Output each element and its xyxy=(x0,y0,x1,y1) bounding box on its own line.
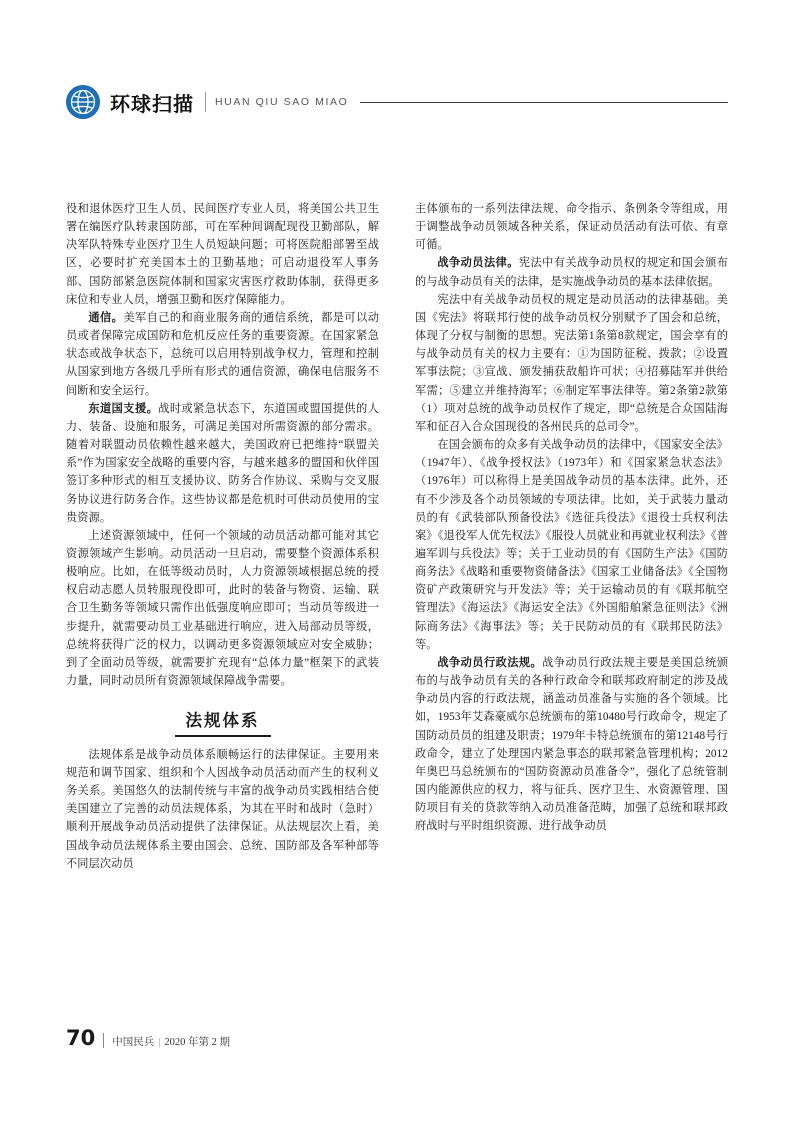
footer-separator: | xyxy=(158,1036,161,1048)
paragraph-host-nation xyxy=(66,400,379,527)
globe-icon xyxy=(66,85,100,119)
footer-publication xyxy=(112,1038,230,1050)
section-heading-underline xyxy=(175,735,271,737)
paragraph-communication xyxy=(66,309,379,400)
brand-title-cn: 环球扫描 xyxy=(110,91,194,116)
brand-title-en: HUAN QIU SAO MIAO xyxy=(215,96,349,108)
brand-divider xyxy=(205,92,206,112)
paragraph-text: 战争动员行政法规主要是美国总统颁布的与战争动员有关的各种行政命令和联邦政府制定的涉及战争动员内容的行政法规，涵盖动员准备与实施的各个领域。比如，1953年艾森豪威尔总统颁布的第10480号行政命令，规定了国防动员员的组建及职责；1979年卡特总统颁布的第12148号行政命令，建立了处理国内紧急事态的联邦紧急管理机构；2012年奥巴马总统颁布的“国防资源动员准备令”，强化了总统管制国内能源供应的权力，将与征兵、医疗卫生、水资源管理、国防项目有关的贷款等纳入动员准备范畴，加强了总统和联邦政府战时与平时组织资源、进行战争动员 xyxy=(415,656,728,833)
paragraph-administrative-regulations xyxy=(415,654,728,836)
paragraph: 主体颁布的一系列法律法规、命令指示、条例条令等组成，用于调整战争动员领域各种关系，保证动员活动有法可依、有章可循。 xyxy=(415,203,728,252)
issue-label: 2020 年第 2 期 xyxy=(164,1036,230,1048)
paragraph: 法规体系是战争动员体系顺畅运行的法律保证。主要用来规范和调节国家、组织和个人因战争动员活动而产生的权利义务关系。美国悠久的法制传统与丰富的战争动员实践相结合使美国建立了完善的动员法规体系，为其在平时和战时（急时）顺利开展战争动员活动提供了法律保证。从法规层次上看，美国战争动员法规体系主要由国会、总统、国防部及各军种部等不同层次动员 xyxy=(66,748,379,870)
right-column xyxy=(415,200,728,873)
publication-name: 中国民兵 xyxy=(112,1036,155,1048)
paragraph: 上述资源领域中，任何一个领域的动员活动都可能对其它资源领域产生影响。动员活动一旦启动，需要整个资源体系积极响应。比如，在低等级动员时，人力资源领域根据总统的授权启动志愿人员转服现役即可，此时的装备与物资、运输、联合卫生勤务等领域只需作出低强度响应即可；当动员等级进一步提升，就需要动员工业基础进行响应，进入局部动员等级，总统将获得广泛的权力，以调动更多资源领域应对安全威胁；到了全面动员等级，就需要扩充现有“总体力量”框架下的武装力量，同时动员所有资源领域保障战争需要。 xyxy=(66,529,379,688)
paragraph: 在国会颁布的众多有关战争动员的法律中，《国家安全法》（1947年）、《战争授权法》（1973年）和《国家紧急状态法》（1976年）可以称得上是美国战争动员的基本法律。此外，还有不少涉及各个动员领域的专项法律。比如，关于武装力量动员的有《武装部队预备役法》《选征兵役法》《退役士兵权利法案》《退役军人优先权法》《服役人员就业和再就业权利法》《普遍军训与兵役法》等；关于工业动员的有《国防生产法》《国防商务法》《战略和重要物资储备法》《国家工业储备法》《全国物资矿产政策研究与开发法》等；关于运输动员的有《联邦航空管理法》《海运法》《海运安全法》《外国船舶紧急征则法》《洲际商务法》《海事法》等；关于民防动员的有《联邦民防法》等。 xyxy=(415,439,728,651)
paragraph-text: 美军自己的和商业服务商的通信系统，都是可以动员或者保障完成国防和危机反应任务的重要资源。在国家紧急状态或战争状态下，总统可以启用特别战争权力，管理和控制从国家到地方各级几乎所有形式的通信资源，确保电信服务不间断和安全运行。 xyxy=(66,311,379,397)
paragraph-war-mobilization-law xyxy=(415,254,728,290)
paragraph-text: 战时或紧急状态下，东道国或盟国提供的人力、装备、设施和服务，可满足美国对所需资源的部分需求。随着对联盟动员依赖性越来越大，美国政府已把维持“联盟关系”作为国家安全战略的重要内容，与越来越多的盟国和伙伴国签订多种形式的相互支援协议、防务合作协议、采购与交叉服务协议进行防务合作。这些协议都是危机时可供动员使用的宝贵资源。 xyxy=(66,402,379,524)
masthead xyxy=(66,80,728,124)
paragraph: 役和退休医疗卫生人员、民间医疗专业人员，将美国公共卫生署在编医疗队转隶国防部，可在军种间调配现役卫勤部队，解决军队特殊专业医疗卫生人员短缺问题；可将医院船部署至战区，必要时扩充美国本土的卫勤基地；可启动退役军人事务部、国防部紧急医院体制和国家灾害医疗救助体制，获得更多床位和专业人员，增强卫勤和医疗保障能力。 xyxy=(66,203,379,306)
paragraph: 宪法中有关战争动员权的规定是动员活动的法律基础。美国《宪法》将联邦行使的战争动员权分别赋予了国会和总统，体现了分权与制衡的思想。宪法第1条第8款规定，国会享有的与战争动员有关的权力主要有：①为国防征税、拨款；②设置军事法院；③宣战、颁发捕获敌船许可状；④招募陆军并供给军需；⑤建立并维持海军；⑥制定军事法律等。第2条第2款第（1）项对总统的战争动员权作了规定，即“总统是合众国陆海军和征召入合众国现役的各州民兵的总司令”。 xyxy=(415,293,728,433)
paragraph-lead: 战争动员法律。 xyxy=(437,257,519,270)
paragraph-lead: 东道国支援。 xyxy=(88,402,159,415)
page-footer xyxy=(66,1028,230,1049)
article-body xyxy=(66,200,728,873)
paragraph-lead: 战争动员行政法规。 xyxy=(437,656,543,669)
section-heading xyxy=(66,707,379,737)
paragraph-text: 宪法中有关战争动员权的规定和国会颁布的与战争动员有关的法律，是实施战争动员的基本法律依据。 xyxy=(415,257,728,288)
masthead-rule xyxy=(360,102,728,103)
section-heading-label: 法规体系 xyxy=(185,711,260,731)
left-column xyxy=(66,200,379,873)
footer-divider xyxy=(103,1033,104,1048)
page-number: 70 xyxy=(66,1026,96,1050)
paragraph-lead: 通信。 xyxy=(88,311,124,324)
